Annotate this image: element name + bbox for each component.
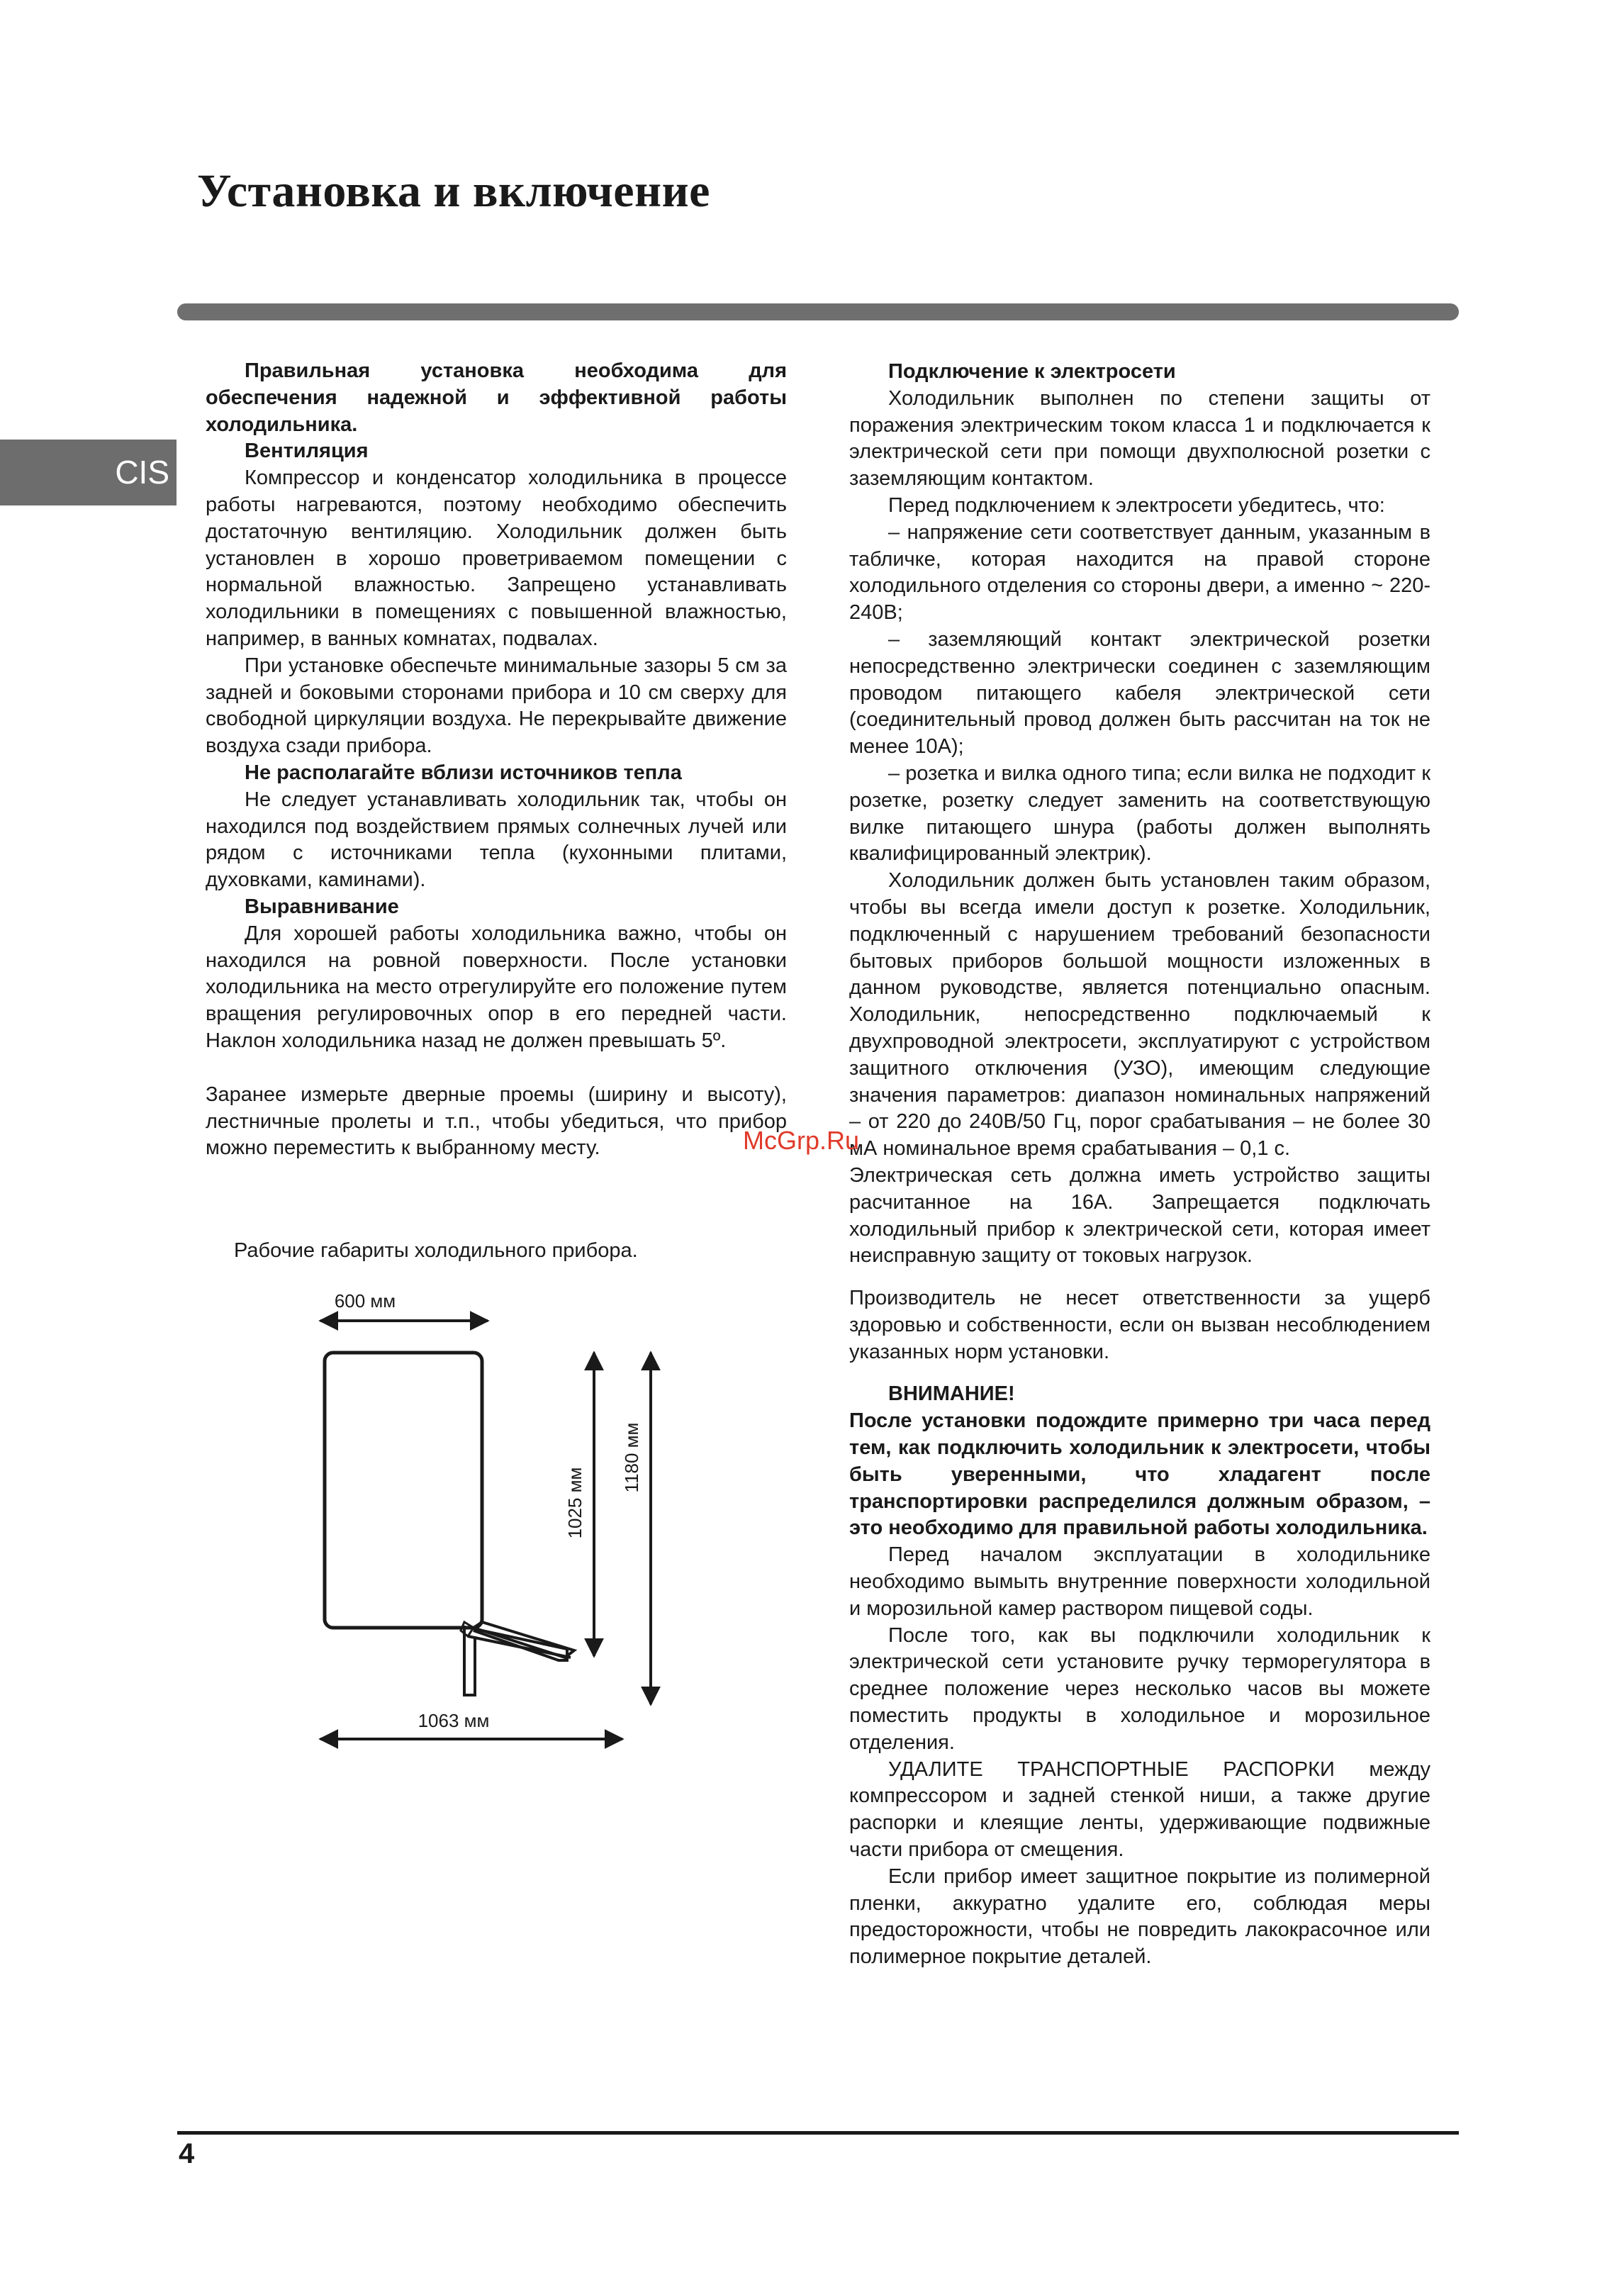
language-tab: CIS	[0, 440, 177, 505]
liability-paragraph: Производитель не несет ответственности за ущерб здоровью и собственности, если он вызван несоблюдением указанных норм установки.	[849, 1287, 1430, 1363]
dimensions-diagram	[213, 1239, 709, 1764]
watermark: McGrp.Ru	[743, 1126, 860, 1155]
intro-paragraph: Правильная установка необходима для обеспечения надежной и эффективной работы холодильника.	[206, 359, 787, 436]
leveling-heading: Выравнивание	[245, 895, 399, 918]
right-column	[849, 359, 1430, 1971]
warning-paragraph: После установки подождите примерно три часа перед тем, как подключить холодильник к электросети, чтобы быть уверенными, что хладагент после транспортировки распределился должным образом, – это необходимо для правильной работы холодильника.	[849, 1409, 1430, 1540]
page-title: Установка и включение	[197, 165, 710, 217]
usage-paragraph-3: УДАЛИТЕ ТРАНСПОРТНЫЕ РАСПОРКИ между компрессором и задней стенкой ниши, а также другие распорки и клеящие ленты, удерживающие подвижные части прибора от смещения.	[849, 1757, 1430, 1862]
usage-paragraph-2: После того, как вы подключили холодильник к электрической сети установите ручку терморегулятора в среднее положение через несколько часов вы можете поместить продукты в холодильное и морозильное отделения.	[849, 1623, 1430, 1754]
electrical-paragraph-3: – напряжение сети соответствует данным, указанным в табличке, которая находится на правой стороне холодильного отделения со стороны двери, а именно ~ 220-240В;	[849, 520, 1430, 625]
diagram-caption: Рабочие габариты холодильного прибора.	[234, 1239, 638, 1262]
usage-paragraph-4: Если прибор имеет защитное покрытие из полимерной пленки, аккуратно удалите его, соблюдая меры предосторожности, чтобы не повредить лакокрасочное или полимерное покрытие деталей.	[849, 1865, 1430, 1969]
ventilation-paragraph-1: Компрессор и конденсатор холодильника в процессе работы нагреваются, поэтому необходимо обеспечить достаточную вентиляцию. Холодильник должен быть установлен в хорошо проветриваемом помещении с нормальной влажностью. Запрещено устанавливать холодильники в помещениях с повышенной влажностью, например, в ванных комнатах, подвалах.	[206, 466, 787, 650]
height-label-1: 1025 мм	[564, 1467, 586, 1539]
heat-sources-paragraph: Не следует устанавливать холодильник так, чтобы он находился под воздействием прямых солнечных лучей или рядом с источниками тепла (кухонными плитами, духовками, каминами).	[206, 788, 787, 892]
electrical-paragraph-6: Холодильник должен быть установлен таким образом, чтобы вы всегда имели доступ к розетке. Холодильник, подключенный с нарушением требований безопасности бытовых приборов большой мощности изложенных в данном руководстве, является потенциально опасным. Холодильник, непосредственно подключаемый к двухпроводной электросети, эксплуатируют с устройством защитного отключения (УЗО), имеющим следующие значения параметров: диапазон номинальных напряжений – от 220 до 240В/50 Гц, порог срабатывания – не более 30 мА номинальное время срабатывания – 0,1 с.	[849, 869, 1430, 1161]
width-label: 600 мм	[334, 1290, 396, 1312]
depth-label: 1063 мм	[418, 1710, 490, 1731]
header-rule	[177, 303, 1459, 320]
electrical-paragraph-1: Холодильник выполнен по степени защиты от поражения электрическим током класса 1 и подключается к электрической сети при помощи двухполюсной розетки с заземляющим контактом.	[849, 386, 1430, 491]
electrical-paragraph-4: – заземляющий контакт электрической розетки непосредственно электрически соединен с заземляющим проводом питающего кабеля электрической сети (соединительный провод должен быть рассчитан на ток не менее 10А);	[849, 627, 1430, 759]
electrical-heading: Подключение к электросети	[888, 360, 1176, 383]
usage-paragraph-1: Перед началом эксплуатации в холодильнике необходимо вымыть внутренние поверхности холодильной и морозильной камер раствором пищевой соды.	[849, 1543, 1430, 1620]
page-number: 4	[179, 2138, 195, 2169]
ventilation-paragraph-2: При установке обеспечьте минимальные зазоры 5 см за задней и боковыми сторонами прибора и 10 см сверху для свободной циркуляции воздуха. Не перекрывайте движение воздуха сзади прибора.	[206, 654, 787, 758]
electrical-paragraph-7: Электрическая сеть должна иметь устройство защиты расчитанное на 16А. Запрещается подключать холодильный прибор к электрической сети, которая имеет неисправную защиту от токовых нагрузок.	[849, 1163, 1430, 1268]
leveling-paragraph: Для хорошей работы холодильника важно, чтобы он находился на ровной поверхности. После установки холодильника на место отрегулируйте его положение путем вращения регулировочных опор в его передней части. Наклон холодильника назад не должен превышать 5º.	[206, 922, 787, 1052]
fridge-body-outline	[325, 1353, 482, 1628]
heat-sources-heading: Не располагайте вблизи источников тепла	[245, 761, 682, 784]
height-label-2: 1180 мм	[621, 1422, 642, 1493]
footer-rule	[177, 2131, 1459, 2135]
measure-paragraph: Заранее измерьте дверные проемы (ширину и высоту), лестничные пролеты и т.п., чтобы убедиться, что прибор можно переместить к выбранному месту.	[206, 1083, 787, 1160]
warning-heading: ВНИМАНИЕ!	[888, 1382, 1015, 1406]
electrical-paragraph-2: Перед подключением к электросети убедитесь, что:	[888, 493, 1385, 517]
ventilation-heading: Вентиляция	[245, 440, 369, 463]
left-column	[206, 358, 787, 1162]
electrical-paragraph-5: – розетка и вилка одного типа; если вилка не подходит к розетке, розетку следует заменить на соответствующую вилке питающего шнура (работы должен выполнять квалифицированный электрик).	[849, 761, 1430, 866]
